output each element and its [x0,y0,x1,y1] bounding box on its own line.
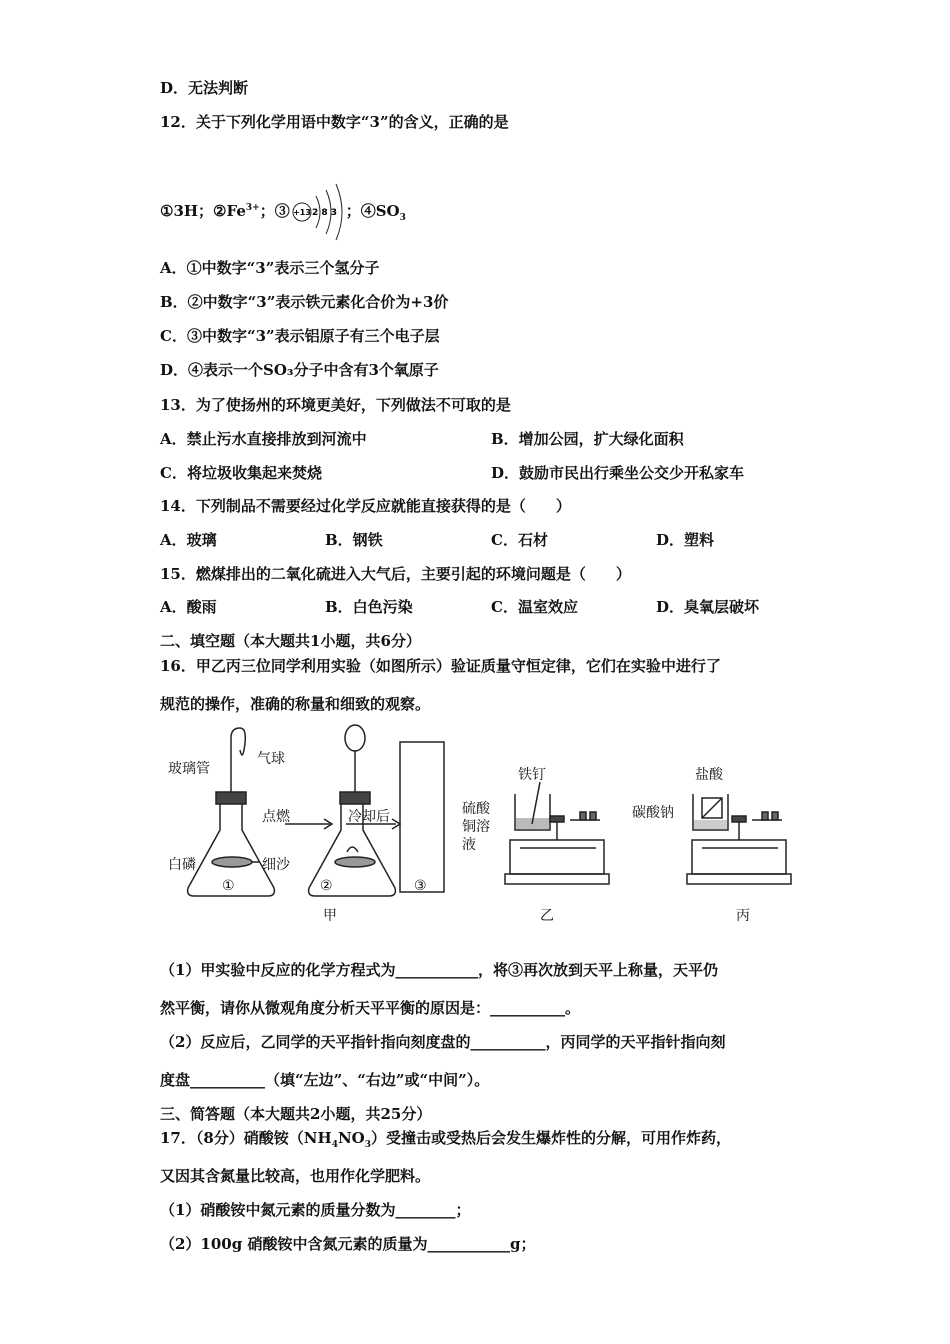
label-yi: 乙 [540,908,554,924]
label-glass-tube: 玻璃管 [168,761,210,777]
q14-option-c: C．石材 [491,531,548,549]
q15-option-c: C．温室效应 [491,598,578,616]
label-sodium-carbonate: 碳酸钠 [632,805,674,821]
formula-part2: ；③ [259,202,290,220]
q13-option-b: B．增加公园，扩大绿化面积 [491,430,684,448]
label-ignite: 点燃 [262,809,290,825]
label-fine-sand: 细沙 [262,857,290,873]
formula-part3: ；④SO [345,202,400,220]
q16-part2-line2: 度盘__________（填“左边”、“右边”或“中间”）。 [160,1071,490,1089]
label-step-2: ② [320,878,333,894]
q15-option-a: A．酸雨 [160,598,217,616]
label-hydrochloric-acid: 盐酸 [695,767,723,783]
q14-option-d: D．塑料 [656,531,715,549]
q11-option-d: D．无法判断 [160,79,249,97]
q14-option-a: A．玻璃 [160,531,217,549]
experiment-figure [160,720,810,930]
q16-stem-line2: 规范的操作，准确的称量和细致的观察。 [160,695,431,713]
atom-shells: 2 8 3 [311,208,337,218]
q14-stem: 14．下列制品不需要经过化学反应就能直接获得的是（ ） [160,497,571,515]
q17-stem-line2: 又因其含氮量比较高，也用作化学肥料。 [160,1167,431,1185]
label-balloon: 气球 [257,751,285,767]
q12-formula [160,198,406,228]
q13-option-c: C．将垃圾收集起来焚烧 [160,464,322,482]
q16-part1-line2: 然平衡，请你从微观角度分析天平平衡的原因是：__________。 [160,999,581,1017]
fe-charge: 3+ [245,203,260,213]
q12-option-a: A．①中数字“3”表示三个氢分子 [160,259,380,277]
label-step-1: ① [222,878,235,894]
label-after-cooling: 冷却后 [348,809,390,825]
q12-option-c: C．③中数字“3”表示铝原子有三个电子层 [160,327,440,345]
q16-stem-line1: 16．甲乙丙三位同学利用实验（如图所示）验证质量守恒定律，它们在实验中进行了 [160,657,721,675]
section-3-heading: 三、简答题（本大题共2小题，共25分） [160,1105,432,1123]
q17-l1a: 17．（8分）硝酸铵（NH [160,1129,332,1147]
formula-part1: ①3H；②Fe [160,202,246,220]
q17-sub2: 3 [364,1140,372,1150]
q14-option-b: B．钢铁 [325,531,383,549]
label-sulfuric: 硫酸 [462,801,490,817]
label-jia: 甲 [323,908,337,924]
aluminium-atom-diagram [290,202,346,222]
atom-nucleus: +13 [292,208,311,217]
q17-l1b: NO [337,1129,365,1147]
q13-option-a: A．禁止污水直接排放到河流中 [160,430,367,448]
q16-part1-line1: （1）甲实验中反应的化学方程式为___________，将③再次放到天平上称量，天平仍 [160,961,718,979]
q15-option-d: D．臭氧层破坏 [656,598,760,616]
label-iron-nail: 铁钉 [518,767,546,783]
so3-subscript: 3 [399,213,406,223]
q13-stem: 13．为了使扬州的环境更美好，下列做法不可取的是 [160,396,511,414]
q17-sub1: 4 [331,1140,338,1150]
q12-option-b: B．②中数字“3”表示铁元素化合价为+3价 [160,293,449,311]
q15-stem: 15．燃煤排出的二氧化硫进入大气后，主要引起的环境问题是（ ） [160,565,631,583]
q17-l1c: ）受撞击或受热后会发生爆炸性的分解，可用作炸药， [371,1129,732,1147]
label-white-phosphorus: 白磷 [168,857,196,873]
q12-option-d: D．④表示一个SO₃分子中含有3个氧原子 [160,361,439,379]
label-copper-solution: 铜溶 [462,819,490,835]
q17-part1: （1）硝酸铵中氮元素的质量分数为________； [160,1201,471,1219]
label-step-3: ③ [414,878,427,894]
label-bing: 丙 [736,908,750,924]
q17-stem-line1 [160,1128,731,1155]
q17-part2: （2）100g 硝酸铵中含氮元素的质量为___________g； [160,1235,536,1253]
q15-option-b: B．白色污染 [325,598,413,616]
q12-stem: 12．关于下列化学用语中数字“3”的含义，正确的是 [160,113,509,131]
q13-option-d: D．鼓励市民出行乘坐公交少开私家车 [491,464,745,482]
section-2-heading: 二、填空题（本大题共1小题，共6分） [160,632,421,650]
q16-part2-line1: （2）反应后，乙同学的天平指针指向刻度盘的__________，丙同学的天平指针指向刻 [160,1033,726,1051]
label-liquid: 液 [462,837,476,853]
